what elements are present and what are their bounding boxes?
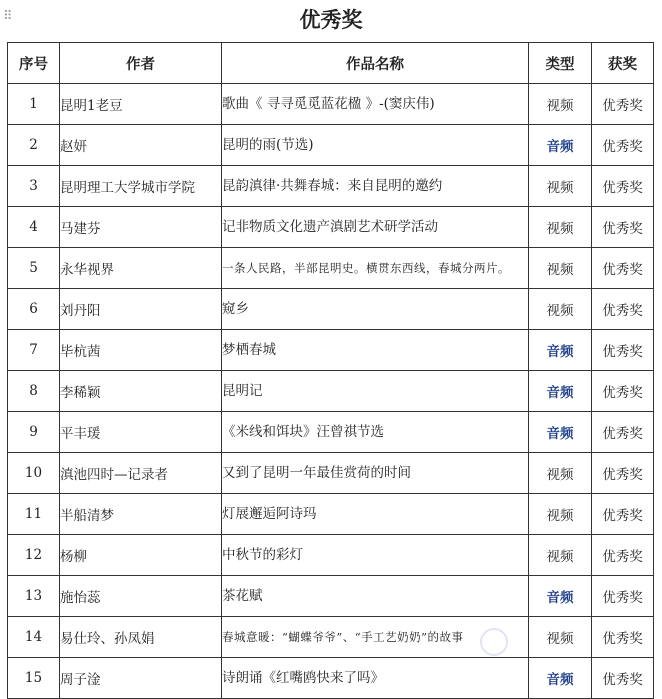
cell-author: 半船清梦 <box>60 494 222 535</box>
table-row <box>8 412 654 453</box>
cell-author: 赵妍 <box>60 125 222 166</box>
cell-type: 音频 <box>529 330 592 371</box>
table-row <box>8 166 654 207</box>
cell-award: 优秀奖 <box>592 289 654 330</box>
cell-award: 优秀奖 <box>592 84 654 125</box>
cell-index: 2 <box>8 125 60 166</box>
cell-author: 马建芬 <box>60 207 222 248</box>
cell-award: 优秀奖 <box>592 330 654 371</box>
cell-work: 诗朗诵《红嘴鸥快来了吗》 <box>222 658 529 699</box>
cell-author: 昆明理工大学城市学院 <box>60 166 222 207</box>
page-title: 优秀奖 <box>299 7 363 32</box>
table-row <box>8 617 654 658</box>
cell-index: 4 <box>8 207 60 248</box>
cell-index: 1 <box>8 84 60 125</box>
cell-type: 视频 <box>529 453 592 494</box>
cell-work: 灯展邂逅阿诗玛 <box>222 494 529 535</box>
cell-index: 8 <box>8 371 60 412</box>
cell-author: 滇池四时—记录者 <box>60 453 222 494</box>
cell-index: 6 <box>8 289 60 330</box>
watermark-logo-icon <box>480 628 508 656</box>
cell-type: 视频 <box>529 166 592 207</box>
cell-author: 周子淦 <box>60 658 222 699</box>
cell-author: 刘丹阳 <box>60 289 222 330</box>
cell-work: 记非物质文化遗产滇剧艺术研学活动 <box>222 207 529 248</box>
cell-work: 歌曲《 寻寻觅觅蓝花楹 》-(窦庆伟) <box>222 84 529 125</box>
cell-index: 11 <box>8 494 60 535</box>
table-row <box>8 330 654 371</box>
cell-type: 视频 <box>529 84 592 125</box>
cell-award: 优秀奖 <box>592 658 654 699</box>
cell-index: 12 <box>8 535 60 576</box>
cell-work: 一条人民路，半部昆明史。横贯东西线，春城分两片。 <box>222 248 529 289</box>
header-work: 作品名称 <box>222 43 529 84</box>
table-row <box>8 535 654 576</box>
cell-work: 《米线和饵块》汪曾祺节选 <box>222 412 529 453</box>
cell-author: 永华视界 <box>60 248 222 289</box>
table-header-row <box>8 43 654 84</box>
header-index: 序号 <box>8 43 60 84</box>
cell-work: 昆明记 <box>222 371 529 412</box>
cell-award: 优秀奖 <box>592 535 654 576</box>
cell-type: 视频 <box>529 289 592 330</box>
cell-index: 7 <box>8 330 60 371</box>
cell-award: 优秀奖 <box>592 166 654 207</box>
table-row <box>8 494 654 535</box>
cell-type: 音频 <box>529 125 592 166</box>
cell-author: 毕杭茜 <box>60 330 222 371</box>
cell-award: 优秀奖 <box>592 494 654 535</box>
cell-work: 茶花赋 <box>222 576 529 617</box>
cell-author: 昆明1老豆 <box>60 84 222 125</box>
cell-index: 13 <box>8 576 60 617</box>
table-row <box>8 84 654 125</box>
cell-work: 窥乡 <box>222 289 529 330</box>
cell-author: 杨柳 <box>60 535 222 576</box>
cell-work: 又到了昆明一年最佳赏荷的时间 <box>222 453 529 494</box>
cell-work: 昆韵滇律·共舞春城：来自昆明的邀约 <box>222 166 529 207</box>
cell-work: 春城意暖：“蝴蝶爷爷”、“手工艺奶奶”的故事 <box>222 617 529 658</box>
header-award: 获奖 <box>592 43 654 84</box>
cell-award: 优秀奖 <box>592 453 654 494</box>
cell-award: 优秀奖 <box>592 207 654 248</box>
cell-type: 视频 <box>529 207 592 248</box>
cell-type: 音频 <box>529 371 592 412</box>
cell-author: 李稀颖 <box>60 371 222 412</box>
cell-award: 优秀奖 <box>592 617 654 658</box>
cell-work: 中秋节的彩灯 <box>222 535 529 576</box>
cell-award: 优秀奖 <box>592 576 654 617</box>
cell-award: 优秀奖 <box>592 248 654 289</box>
cell-type: 视频 <box>529 248 592 289</box>
table-row <box>8 371 654 412</box>
cell-index: 5 <box>8 248 60 289</box>
cell-author: 平丰瑗 <box>60 412 222 453</box>
cell-author: 易仕玲、孙凤娟 <box>60 617 222 658</box>
cell-index: 15 <box>8 658 60 699</box>
cell-award: 优秀奖 <box>592 371 654 412</box>
cell-author: 施怡蕊 <box>60 576 222 617</box>
table-row <box>8 125 654 166</box>
cell-type: 视频 <box>529 494 592 535</box>
cell-index: 3 <box>8 166 60 207</box>
table-row <box>8 289 654 330</box>
cell-index: 10 <box>8 453 60 494</box>
table-row <box>8 453 654 494</box>
table-row <box>8 207 654 248</box>
drag-handle-icon[interactable]: ⠿ <box>3 9 13 24</box>
table-row <box>8 248 654 289</box>
header-author: 作者 <box>60 43 222 84</box>
awards-table <box>7 42 654 699</box>
cell-work: 梦栖春城 <box>222 330 529 371</box>
cell-index: 14 <box>8 617 60 658</box>
table-body <box>8 84 654 699</box>
cell-type: 音频 <box>529 658 592 699</box>
table-row <box>8 576 654 617</box>
cell-work: 昆明的雨(节选) <box>222 125 529 166</box>
cell-index: 9 <box>8 412 60 453</box>
cell-award: 优秀奖 <box>592 125 654 166</box>
cell-type: 音频 <box>529 412 592 453</box>
cell-type: 视频 <box>529 617 592 658</box>
table-row <box>8 658 654 699</box>
cell-type: 视频 <box>529 535 592 576</box>
watermark <box>480 628 512 656</box>
cell-award: 优秀奖 <box>592 412 654 453</box>
cell-type: 音频 <box>529 576 592 617</box>
header-type: 类型 <box>529 43 592 84</box>
